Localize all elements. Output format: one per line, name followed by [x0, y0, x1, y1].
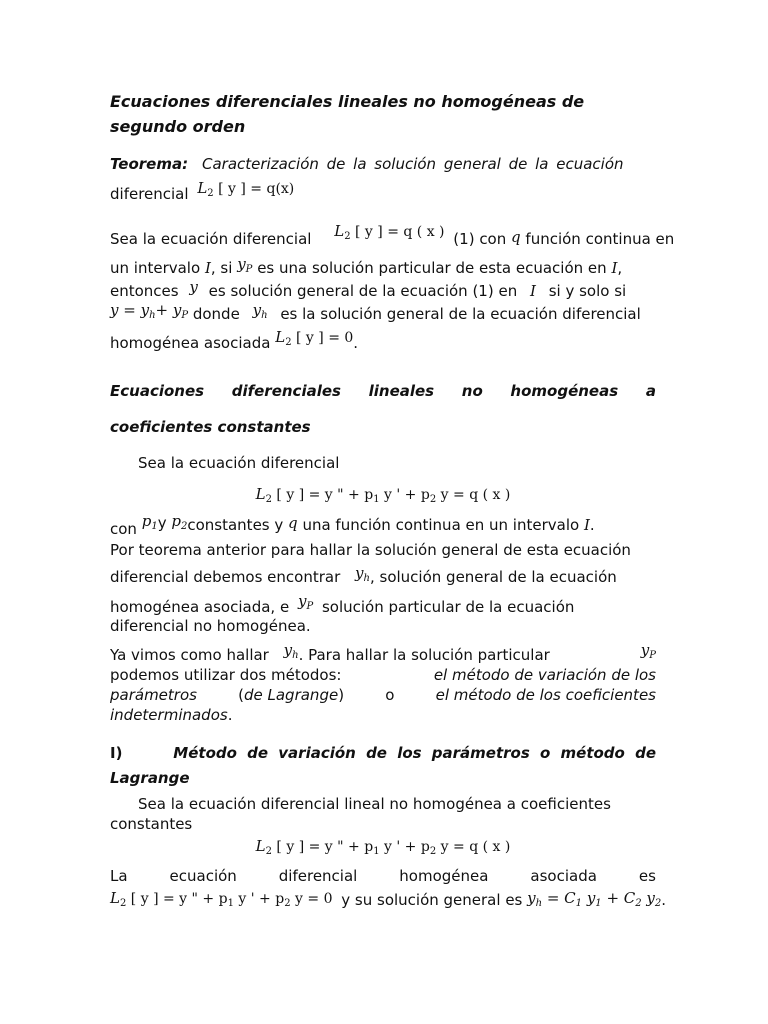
section2-para-line-1: Por teorema anterior para hallar la solución general de esta ecuación	[110, 541, 631, 559]
title-line-2: segundo orden	[110, 117, 246, 136]
theorem-line-2	[110, 179, 656, 210]
section3-intro-2: constantes	[110, 815, 193, 833]
section2-ya-line-3: parámetros (de Lagrange) o el método de los coeficientes	[110, 686, 656, 704]
equation-1: $L_2$ [ y ] = q ( x )	[334, 222, 445, 242]
para1-line-4: $y = y_h+ y_P$ donde $y_h$ es la solución general de la ecuación diferencial	[110, 301, 641, 323]
homogeneous-equation: $L_2$ [ y ] = y " + $p_1$ y ' + $p_2$ y = 0	[110, 889, 333, 909]
para1-line-1: Sea la ecuación diferencial $L_2$ [ y ] = q ( x ) (1) con q función continua en	[110, 222, 675, 248]
section2-intro: Sea la ecuación diferencial	[138, 454, 340, 472]
section2-ya-line-2: podemos utilizar dos métodos: el método de variación de los	[110, 666, 656, 684]
theorem-label: Teorema:	[110, 155, 189, 173]
theorem-line-1	[110, 154, 656, 174]
section3-la-line: La ecuación diferencial homogénea asociada es	[110, 867, 656, 885]
section3-last-line: $L_2$ [ y ] = y " + $p_1$ y ' + $p_2$ y = 0 y su solución general es $y_h = C_1$ $y_1 + C_2$ $y_2$.	[110, 889, 667, 909]
general-solution-formula: $y = y_h+ y_P$	[110, 301, 189, 321]
section2-para-line-4: diferencial no homogénea.	[110, 617, 311, 635]
section2-ya-line-1: Ya vimos como hallar $y_h$. Para hallar la solución particular $y_P$	[110, 641, 656, 664]
para1-line-5: homogénea asociada $L_2$ [ y ] = 0.	[110, 328, 359, 352]
equation-ode-2: $L_2$ [ y ] = y " + $p_1$ y ' + $p_2$ y = q ( x )	[255, 837, 511, 857]
section2-heading-line-2: coeficientes constantes	[110, 418, 311, 436]
section2-para-line-2: diferencial debemos encontrar $y_h$, solución general de la ecuación	[110, 564, 617, 586]
para1-line-3: entonces y es solución general de la ecuación (1) en I si y solo si	[110, 278, 627, 300]
section3-heading-line-1: I) Método de variación de los parámetros o método de	[110, 744, 656, 762]
section2-ya-line-4: indeterminados.	[110, 706, 233, 724]
theorem-statement-1: Caracterización de la solución general de la ecuación	[202, 155, 624, 173]
section2-heading-line-1: Ecuaciones diferenciales lineales no homogéneas a	[110, 382, 656, 400]
section2-para-line-3: homogénea asociada, e $y_P$ solución particular de la ecuación	[110, 592, 575, 616]
homogeneous-solution-formula: $y_h = C_1$ $y_1 + C_2$ $y_2$	[527, 889, 662, 909]
equation-ode-1: $L_2$ [ y ] = y " + $p_1$ y ' + $p_2$ y = q ( x )	[255, 485, 511, 505]
theorem-equation: $L_2$ [ y ] = q(x)	[197, 179, 295, 199]
para1-line-2: un intervalo I, si $y_P$ es una solución particular de esta ecuación en I,	[110, 255, 623, 277]
section3-heading-line-2: Lagrange	[110, 769, 190, 787]
title-line-1: Ecuaciones diferenciales lineales no homogéneas de	[110, 92, 585, 111]
section2-con-line: con $p_1y$ $p_2constantes$ y q una función continua en un intervalo I.	[110, 512, 595, 538]
theorem-statement-2: diferencial	[110, 185, 189, 203]
section3-intro-1: Sea la ecuación diferencial lineal no homogénea a coeficientes	[138, 795, 611, 813]
